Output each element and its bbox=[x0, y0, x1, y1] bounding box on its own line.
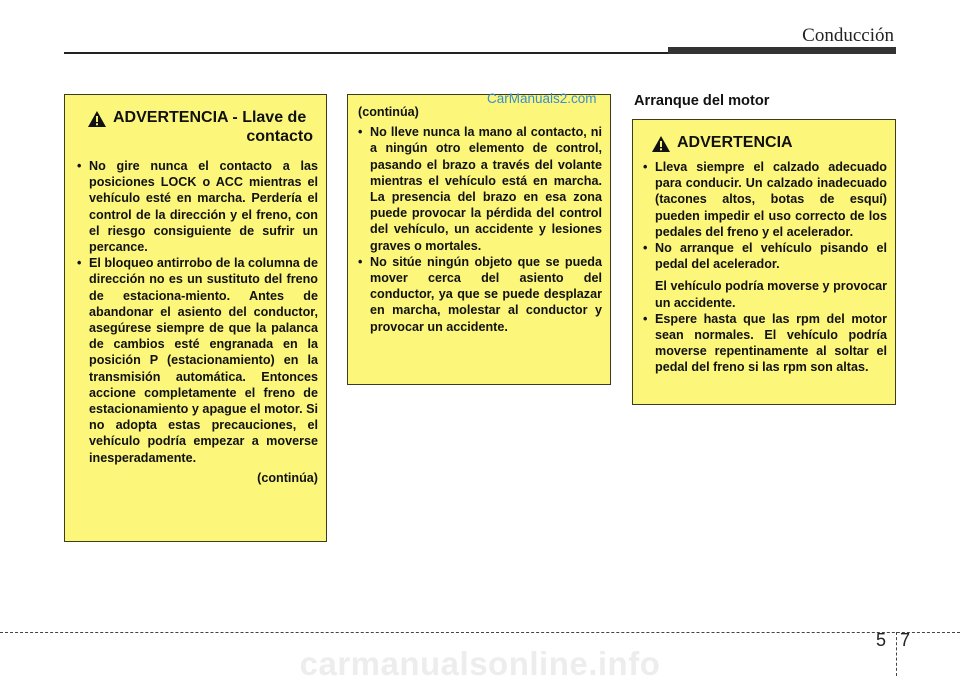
warning-header bbox=[651, 134, 887, 153]
section-title: Conducción bbox=[802, 25, 894, 46]
warning-item: • Espere hasta que las rpm del motor sean normales. El vehículo podría moverse repentinamente al soltar el pedal del freno si las rpm son altas. bbox=[643, 311, 887, 376]
warning-item: • No lleve nunca la mano al contacto, ni a ningún otro elemento de control, pasando el brazo a través del volante mientras el vehículo está en marcha. La presencia del brazo en esa zona puede provocar la pérdida del control del vehículo, un accidente y lesiones graves o mortales. bbox=[358, 124, 602, 254]
warning-list bbox=[358, 124, 602, 335]
warning-item: • No sitúe ningún objeto que se pueda mover cerca del asiento del conductor, ya que se puede desplazar en marcha, molestar al conductor y provocar un accidente. bbox=[358, 254, 602, 335]
page-section-number: 5 bbox=[876, 630, 887, 650]
warning-subtitle-continued: contacto bbox=[246, 128, 313, 145]
footer-watermark: carmanualsonline.info bbox=[299, 645, 661, 682]
warning-title: ADVERTENCIA bbox=[113, 109, 228, 126]
warning-item-text: • No arranque el vehículo pisando el pedal del acelerador. bbox=[655, 241, 887, 272]
warning-triangle-icon bbox=[87, 110, 107, 128]
warning-item: • El bloqueo antirrobo de la columna de dirección no es un sustituto del freno de estaciona-miento. Antes de abandonar el asiento del conductor, asegúrese siempre de que la palanca de cambios esté engranada en la posición P (estacionamiento) en la transmisión automática. Entonces accione completamente el freno de estacionamiento y apague el motor. Si no adopta estas precauciones, el vehículo podría empezar a moverse inesperadamente. bbox=[77, 255, 318, 466]
page-number: 7 bbox=[900, 630, 911, 650]
warning-triangle-icon bbox=[651, 135, 671, 153]
header-rule bbox=[64, 52, 668, 54]
footer-divider bbox=[0, 632, 960, 633]
warning-box-engine-start bbox=[632, 119, 896, 405]
continued-header: (continúa) bbox=[358, 105, 419, 119]
warning-box-continued bbox=[347, 94, 611, 385]
warning-list bbox=[643, 159, 887, 376]
warning-item-note: El vehículo podría moverse y provocar un accidente. bbox=[655, 279, 887, 310]
warning-item: • No gire nunca el contacto a las posiciones LOCK o ACC mientras el vehículo esté en marcha. Perdería el control de la dirección y el freno, con el riesgo consiguiente de sufrir un percance. bbox=[77, 158, 318, 255]
continued-label: (continúa) bbox=[257, 470, 318, 485]
header-rule-accent bbox=[668, 47, 896, 54]
warning-title-group bbox=[113, 109, 313, 146]
section-heading: Arranque del motor bbox=[634, 93, 770, 109]
warning-item: • Lleva siempre el calzado adecuado para conducir. Un calzado inadecuado (tacones altos, botas de esquí) pueden impedir el uso correcto de los pedales del freno y el acelerador. bbox=[643, 159, 887, 240]
warning-title: ADVERTENCIA bbox=[677, 134, 793, 151]
warning-box-ignition-key bbox=[64, 94, 327, 542]
watermark-link[interactable]: CarManuals2.com bbox=[487, 91, 597, 106]
warning-header bbox=[87, 109, 318, 146]
warning-item-with-note bbox=[643, 240, 887, 311]
warning-list bbox=[77, 158, 318, 466]
warning-subtitle: - Llave de bbox=[227, 109, 307, 126]
